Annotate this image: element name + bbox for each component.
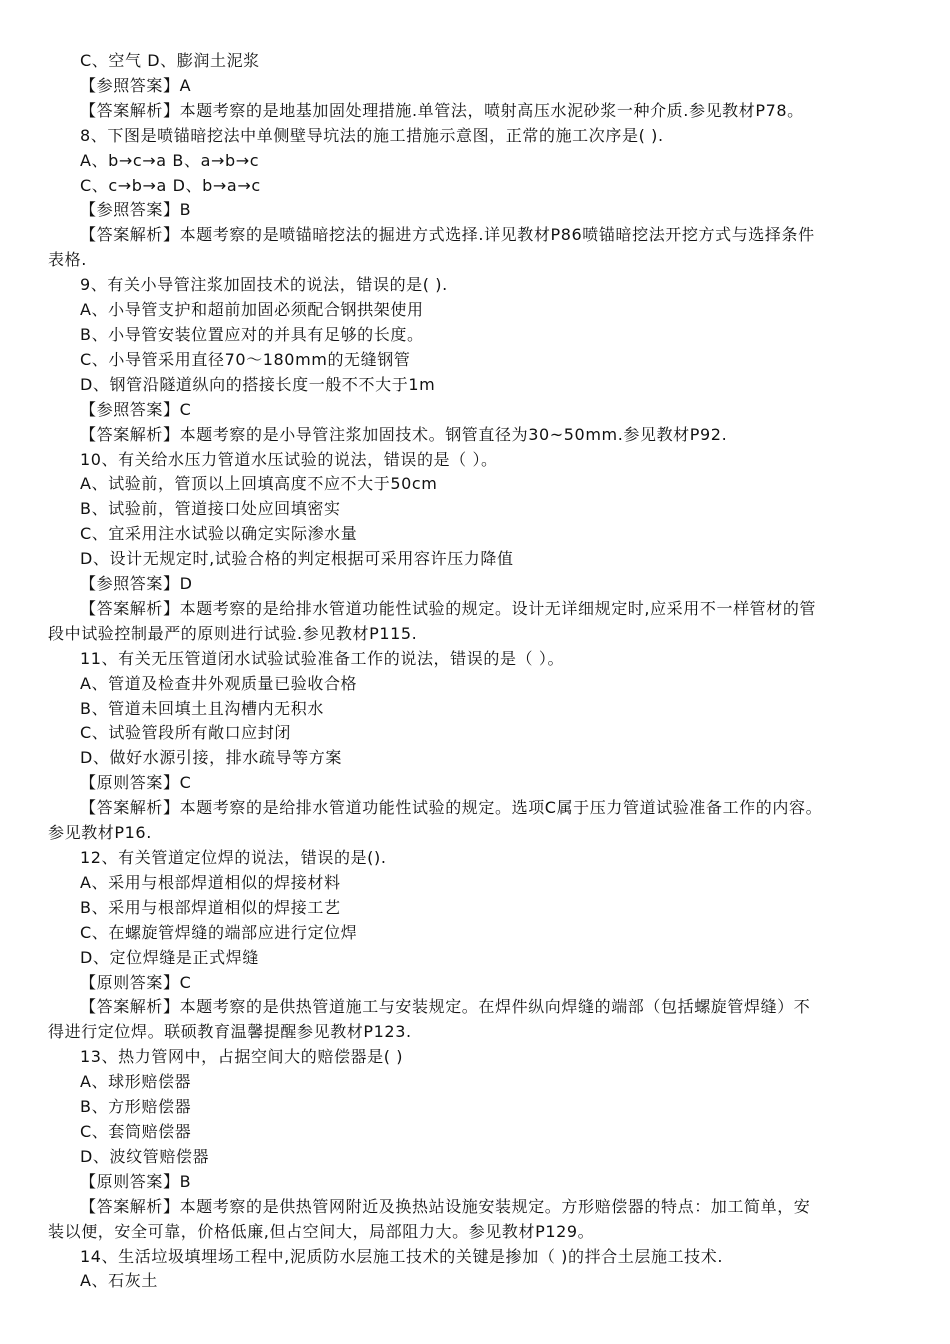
text-line: D、做好水源引接，排水疏导等方案: [80, 748, 342, 768]
text-line: A、球形赔偿器: [80, 1072, 192, 1092]
text-line: C、试验管段所有敞口应封闭: [80, 723, 291, 743]
text-line: D、设计无规定时,试验合格的判定根据可采用容许压力降值: [80, 549, 514, 569]
text-line: 11、有关无压管道闭水试验试验准备工作的说法，错误的是（ ）。: [80, 648, 565, 668]
text-line: D、钢管沿隧道纵向的搭接长度一般不不大于1m: [80, 374, 436, 394]
text-line: 14、生活垃圾填埋场工程中,泥质防水层施工技术的关键是掺加（ )的拌合土层施工技术.: [80, 1246, 724, 1266]
text-line: 8、下图是喷锚暗挖法中单侧壁导坑法的施工措施示意图，正常的施工次序是( ).: [80, 125, 664, 145]
text-line: 【答案解析】本题考察的是给排水管道功能性试验的规定。设计无详细规定时,应采用不一样管材的管: [80, 598, 817, 618]
text-line: 【原则答案】B: [80, 1171, 192, 1191]
text-line: D、定位焊缝是正式焊缝: [80, 947, 259, 967]
text-line: 【答案解析】本题考察的是地基加固处理措施.单管法，喷射高压水泥砂浆一种介质.参见教材P78。: [80, 100, 804, 120]
text-line: C、在螺旋管焊缝的端部应进行定位焊: [80, 922, 358, 942]
text-line: C、空气 D、膨润土泥浆: [80, 51, 260, 70]
text-line: 参见教材P16.: [48, 823, 152, 843]
text-line: B、方形赔偿器: [80, 1097, 192, 1117]
text-line: A、采用与根部焊道相似的焊接材料: [80, 872, 341, 892]
text-line: B、试验前，管道接口处应回填密实: [80, 499, 341, 519]
text-line: 【答案解析】本题考察的是供热管道施工与安装规定。在焊件纵向焊缝的端部（包括螺旋管焊缝）不: [80, 997, 811, 1017]
text-line: A、试验前，管顶以上回填高度不应不大于50cm: [80, 474, 438, 494]
text-line: A、管道及检查井外观质量已验收合格: [80, 673, 358, 693]
text-line: A、b→c→a B、a→b→c: [80, 150, 260, 170]
text-line: 13、热力管网中，占据空间大的赔偿器是( ): [80, 1047, 404, 1067]
text-line: B、管道未回填土且沟槽内无积水: [80, 698, 324, 718]
text-line: 【原则答案】C: [80, 972, 192, 992]
text-line: 【答案解析】本题考察的是供热管网附近及换热站设施安装规定。方形赔偿器的特点：加工简单，安: [80, 1196, 811, 1216]
text-line: 表格.: [48, 250, 87, 270]
text-line: 【参照答案】A: [80, 75, 192, 95]
text-line: D、波纹管赔偿器: [80, 1146, 210, 1166]
text-line: C、c→b→a D、b→a→c: [80, 175, 261, 195]
text-line: B、小导管安装位置应对的并具有足够的长度。: [80, 324, 424, 344]
text-line: 【参照答案】C: [80, 399, 192, 419]
text-line: 装以便，安全可靠，价格低廉,但占空间大，局部阻力大。参见教材P129。: [48, 1221, 595, 1241]
text-line: 得进行定位焊。联硕教育温馨提醒参见教材P123.: [48, 1022, 412, 1042]
text-line: 12、有关管道定位焊的说法，错误的是().: [80, 848, 387, 867]
text-line: 10、有关给水压力管道水压试验的说法，错误的是（ ）。: [80, 449, 498, 469]
text-line: C、小导管采用直径70～180mm的无缝钢管: [80, 349, 411, 369]
text-line: 【答案解析】本题考察的是小导管注浆加固技术。钢管直径为30~50mm.参见教材P92.: [80, 424, 728, 444]
text-line: 【参照答案】B: [80, 200, 192, 220]
text-line: C、套筒赔偿器: [80, 1121, 192, 1141]
text-line: A、石灰土: [80, 1271, 158, 1291]
text-line: 【答案解析】本题考察的是给排水管道功能性试验的规定。选项C属于压力管道试验准备工作的内容。: [80, 798, 823, 818]
text-line: 9、有关小导管注浆加固技术的说法，错误的是( ).: [80, 275, 448, 295]
document-body: [48, 49, 910, 1294]
text-line: 【原则答案】C: [80, 773, 192, 793]
text-line: 段中试验控制最严的原则进行试验.参见教材P115.: [48, 623, 418, 643]
text-line: A、小导管支护和超前加固必须配合钢拱架使用: [80, 300, 424, 320]
text-line: B、采用与根部焊道相似的焊接工艺: [80, 897, 341, 917]
text-line: C、宜采用注水试验以确定实际渗水量: [80, 524, 358, 544]
text-line: 【答案解析】本题考察的是喷锚暗挖法的掘进方式选择.详见教材P86喷锚暗挖法开挖方式与选择条件: [80, 225, 815, 245]
text-line: 【参照答案】D: [80, 574, 193, 594]
